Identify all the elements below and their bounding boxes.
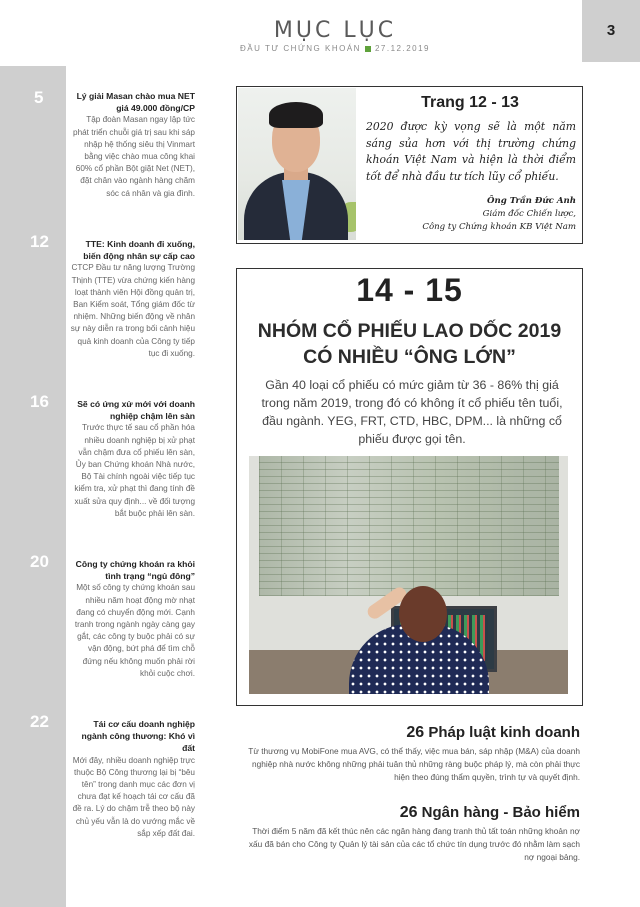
interviewee-name: Ông Trần Đức Anh (487, 196, 576, 206)
section-name: Pháp luật kinh doanh (428, 724, 580, 741)
publication-line (200, 44, 470, 53)
section-title[interactable] (240, 804, 580, 822)
feature-title (240, 318, 579, 370)
feature-lead: Gần 40 loại cổ phiếu có mức giảm từ 36 - 86% thị giá trong năm 2019, trong đó có không ít cổ phiếu tên tuổi, đầu ngành. YEG, FRT, CTD, HBC, DPM... là những cổ phiếu được gọi tên. (261, 378, 563, 446)
sidebar-item-title: Lý giải Masan chào mua NET giá 49.000 đồng/CP (76, 91, 195, 114)
interviewee-role: Giám đốc Chiến lược, (482, 209, 576, 219)
sidebar-item-body: Một số công ty chứng khoán sau nhiều năm hoạt động mờ nhạt đang có chuyển động mới. Cạnh tranh trong ngành ngày càng gay gắt, các công ty buộc phải có sự vận động, bứt phá để tìm chỗ đứng nếu không muốn phải rời khỏi cuộc chơi. (74, 583, 195, 678)
sidebar-item-number: 12 (30, 232, 49, 251)
feature-page-ref: 14 - 15 (356, 272, 463, 308)
sidebar-item-number: 16 (30, 392, 49, 411)
sidebar-item-title: TTE: Kinh doanh đi xuống, biến động nhân sự cấp cao (83, 239, 195, 262)
interview-quote: 2020 được kỳ vọng sẽ là một năm sáng sủa hơn với thị trường chứng khoán Việt Nam và hiện là thời điểm tốt để nhà đầu tư tích lũy cổ phiếu. (366, 120, 576, 183)
sidebar-item-title: Tái cơ cấu doanh nghiệp ngành công thương: Khó vì đất (81, 719, 195, 754)
interview-page-ref: Trang 12 - 13 (421, 94, 519, 111)
page-number: 3 (606, 22, 616, 39)
sidebar-item-body: Mới đây, nhiều doanh nghiệp trực thuộc Bộ Công thương lại bị “bêu tên” trong danh mục các đơn vị chưa đạt kế hoạch tái cơ cấu đã đề ra. Lý do chậm trễ theo bộ này chủ yếu vẫn là do vướng mắc về sắp xếp đất đai. (72, 755, 195, 838)
section-body: Từ thương vụ MobiFone mua AVG, có thể thấy, việc mua bán, sáp nhập (M&A) của doanh nghiệp nhà nước không những phải tuân thủ những ràng buộc pháp lý, mà còn phải thực hiện theo đúng thẩm quyền, trình tự và quyết định. (248, 746, 580, 782)
sidebar-item-body: Trước thực tế sau cổ phần hóa nhiều doanh nghiệp bị xử phạt vẫn chậm đưa cổ phiếu lên sàn, Ủy ban Chứng khoán Nhà nước, Bộ Tài chính ngoài việc tiếp tục kiểm tra, xử phạt thì đang tính đề xuất sửa quy định... về đối tượng bắt buộc phải lên sàn. (74, 423, 195, 518)
feature-title-line2: CÓ NHIỀU “ÔNG LỚN” (303, 346, 516, 368)
sidebar-item-body: Tập đoàn Masan ngay lập tức phát triển chuỗi giá trị sau khi sáp nhập hệ thống siêu thị Vinmart bằng việc chào mua công khai 60% cổ phần Bột giặt Net (NET), đặt chân vào ngành hàng chăm sóc cá nhân và gia đình. (73, 115, 195, 198)
section-body: Thời điểm 5 năm đã kết thúc nên các ngân hàng đang tranh thủ tất toán những khoản nợ xấu đã bán cho Công ty Quản lý tài sản của các tổ chức tín dụng trước đó nhằm làm sạch nợ ngoại bảng. (248, 826, 580, 862)
section-title[interactable] (240, 724, 580, 742)
hair-shape (269, 102, 323, 128)
sidebar-item-number: 22 (30, 712, 49, 731)
section-page-number: 26 (406, 724, 425, 741)
issue-date: 27.12.2019 (374, 44, 430, 53)
sidebar-item[interactable] (70, 238, 195, 360)
section-name: Ngân hàng - Bảo hiểm (421, 804, 580, 821)
sidebar-item[interactable] (70, 398, 195, 520)
interviewee-credit (380, 195, 576, 234)
sidebar-item[interactable] (70, 90, 195, 200)
feature-title-line1: NHÓM CỔ PHIẾU LAO DỐC 2019 (257, 320, 562, 342)
trading-floor-photo (249, 456, 568, 694)
sidebar-item-body: CTCP Đầu tư năng lượng Trường Thịnh (TTE) vừa chứng kiến hàng loạt thành viên Hội đồng quản trị, Ban Kiểm soát, Tổng giám đốc từ nhiệm. Những biến động về nhân sự này diễn ra trong bối cảnh hiệu quả kinh doanh của Công ty tiếp tục đi xuống. (70, 263, 195, 358)
sidebar-item-title: Sẽ có ứng xử mới với doanh nghiệp chậm lên sàn (77, 399, 195, 422)
section-page-number: 26 (399, 804, 418, 821)
toc-title: MỤC LỤC (273, 18, 397, 43)
interviewee-company: Công ty Chứng khoán KB Việt Nam (422, 222, 576, 232)
sidebar-item-title: Công ty chứng khoán ra khỏi tình trạng “ngủ đông” (75, 559, 195, 582)
sidebar-bar (0, 66, 66, 907)
interviewee-photo (238, 88, 356, 240)
sidebar-item-number: 5 (34, 88, 44, 107)
sidebar-item-number: 20 (30, 552, 49, 571)
investor-head-shape (399, 586, 447, 642)
sidebar-item[interactable] (70, 718, 195, 840)
publication-name: ĐẦU TƯ CHỨNG KHOÁN (239, 44, 361, 53)
sidebar-item[interactable] (70, 558, 195, 680)
price-board-grid (259, 456, 559, 596)
green-square-icon (365, 46, 371, 52)
